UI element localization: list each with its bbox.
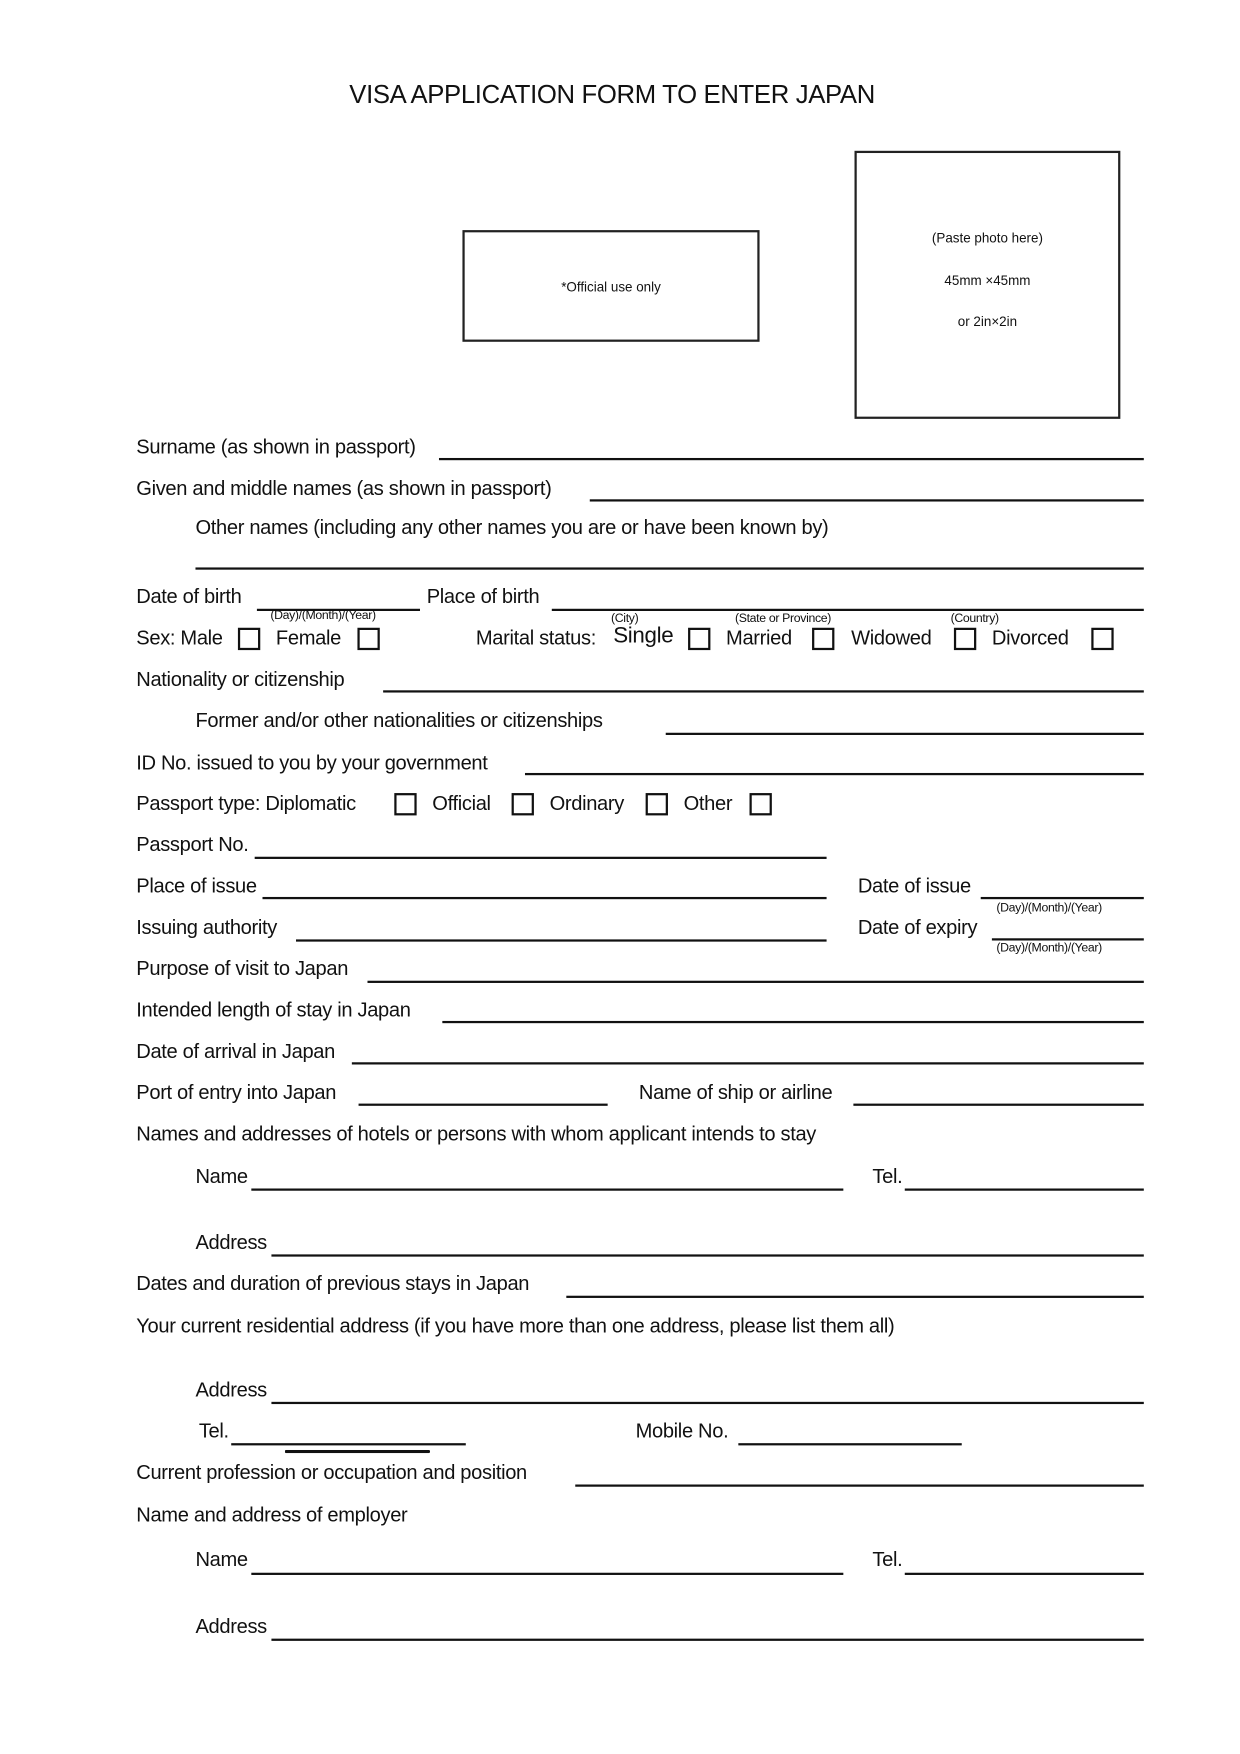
residential-tel-label: Tel. [198, 1419, 229, 1443]
profession-label: Current profession or occupation and position [136, 1461, 527, 1484]
residential-address-field[interactable] [271, 1402, 1143, 1404]
length-of-stay-label: Intended length of stay in Japan [136, 998, 411, 1021]
photo-line-2: 45mm ×45mm [944, 272, 1031, 289]
expiry-date-caption: (Day)/(Month)/(Year) [996, 941, 1102, 956]
length-of-stay-field[interactable] [442, 1021, 1143, 1023]
purpose-field[interactable] [367, 981, 1143, 983]
married-label: Married [726, 626, 792, 649]
former-nationality-field[interactable] [666, 733, 1144, 735]
id-no-field[interactable] [525, 773, 1144, 775]
former-nationality-label: Former and/or other nationalities or citizenships [195, 709, 603, 732]
given-names-field[interactable] [590, 499, 1144, 501]
other-label: Other [683, 791, 733, 815]
place-of-issue-label: Place of issue [136, 874, 257, 897]
hotel-address-label: Address [195, 1230, 267, 1254]
pob-state-caption: (State or Province) [734, 612, 832, 626]
ship-airline-label: Name of ship or airline [638, 1081, 833, 1104]
date-of-expiry-label: Date of expiry [857, 915, 978, 939]
dob-label: Date of birth [136, 585, 242, 608]
issuing-authority-field[interactable] [296, 939, 827, 941]
official-label: Official [432, 791, 491, 815]
employer-address-label: Address [195, 1615, 267, 1638]
single-checkbox[interactable] [688, 628, 710, 650]
residential-tel-field[interactable] [231, 1443, 466, 1445]
pob-label: Place of birth [426, 585, 540, 608]
photo-line-1: (Paste photo here) [931, 230, 1043, 246]
employer-address-field[interactable] [271, 1639, 1143, 1641]
dob-caption: (Day)/(Month)/(Year) [270, 608, 376, 623]
passport-no-label: Passport No. [136, 833, 249, 856]
date-of-issue-field[interactable] [981, 897, 1144, 899]
divorced-label: Divorced [991, 626, 1069, 649]
place-of-issue-field[interactable] [262, 897, 826, 899]
given-names-label: Given and middle names (as shown in passport) [136, 476, 552, 500]
employer-tel-label: Tel. [872, 1548, 903, 1571]
date-of-arrival-label: Date of arrival in Japan [136, 1039, 335, 1063]
pob-city-caption: (City) [610, 612, 639, 626]
mobile-no-field[interactable] [738, 1443, 961, 1445]
official-checkbox[interactable] [512, 793, 534, 815]
ship-airline-field[interactable] [853, 1104, 1143, 1106]
passport-type-label: Passport type: Diplomatic [136, 791, 356, 815]
other-names-label: Other names (including any other names you are or have been known by) [195, 516, 829, 539]
employer-heading: Name and address of employer [136, 1503, 408, 1526]
employer-tel-field[interactable] [905, 1573, 1144, 1575]
hotel-tel-field[interactable] [905, 1188, 1144, 1190]
hotel-name-label: Name [195, 1165, 248, 1188]
purpose-label: Purpose of visit to Japan [136, 957, 349, 980]
issue-date-caption: (Day)/(Month)/(Year) [996, 901, 1102, 915]
pob-field[interactable] [552, 609, 1144, 611]
surname-field[interactable] [439, 458, 1144, 460]
nationality-label: Nationality or citizenship [136, 667, 345, 691]
pen-scribble-mark [285, 1450, 430, 1453]
photo-line-3: or 2in×2in [957, 313, 1018, 330]
married-checkbox[interactable] [812, 628, 834, 650]
previous-stays-field[interactable] [566, 1296, 1143, 1298]
passport-no-field[interactable] [255, 857, 827, 859]
diplomatic-checkbox[interactable] [394, 793, 416, 815]
divorced-checkbox[interactable] [1091, 628, 1113, 650]
other-names-field[interactable] [195, 567, 1143, 569]
official-use-label: *Official use only [561, 279, 661, 295]
female-label: Female [275, 626, 341, 649]
port-of-entry-field[interactable] [359, 1104, 608, 1106]
ordinary-label: Ordinary [549, 791, 624, 815]
issuing-authority-label: Issuing authority [136, 915, 277, 939]
official-use-box [462, 230, 759, 342]
residential-address-label: Address [195, 1378, 267, 1401]
female-checkbox[interactable] [357, 628, 379, 650]
photo-box [855, 151, 1121, 419]
hotels-heading: Names and addresses of hotels or persons with whom applicant intends to stay [136, 1122, 817, 1145]
form-title: VISA APPLICATION FORM TO ENTER JAPAN [349, 79, 875, 109]
male-checkbox[interactable] [238, 628, 260, 650]
pob-country-caption: (Country) [950, 612, 999, 626]
date-of-issue-label: Date of issue [857, 874, 971, 897]
profession-field[interactable] [575, 1484, 1144, 1486]
widowed-checkbox[interactable] [954, 628, 976, 650]
hotel-address-field[interactable] [271, 1254, 1143, 1256]
surname-label: Surname (as shown in passport) [136, 435, 416, 458]
employer-name-field[interactable] [251, 1573, 843, 1575]
hotel-name-field[interactable] [251, 1188, 843, 1190]
residential-heading: Your current residential address (if you have more than one address, please list them all) [136, 1314, 895, 1338]
other-checkbox[interactable] [750, 793, 772, 815]
sex-male-label: Sex: Male [136, 626, 223, 649]
widowed-label: Widowed [851, 626, 932, 649]
previous-stays-label: Dates and duration of previous stays in Japan [136, 1272, 530, 1295]
nationality-field[interactable] [383, 690, 1144, 692]
date-of-expiry-field[interactable] [992, 938, 1144, 940]
date-of-arrival-field[interactable] [352, 1062, 1144, 1064]
employer-name-label: Name [195, 1548, 248, 1571]
id-no-label: ID No. issued to you by your government [136, 751, 488, 775]
mobile-no-label: Mobile No. [635, 1419, 729, 1443]
ordinary-checkbox[interactable] [646, 793, 668, 815]
single-label: Single [613, 623, 674, 648]
port-of-entry-label: Port of entry into Japan [136, 1081, 337, 1104]
hotel-tel-label: Tel. [872, 1165, 903, 1188]
marital-status-label: Marital status: [475, 626, 596, 649]
